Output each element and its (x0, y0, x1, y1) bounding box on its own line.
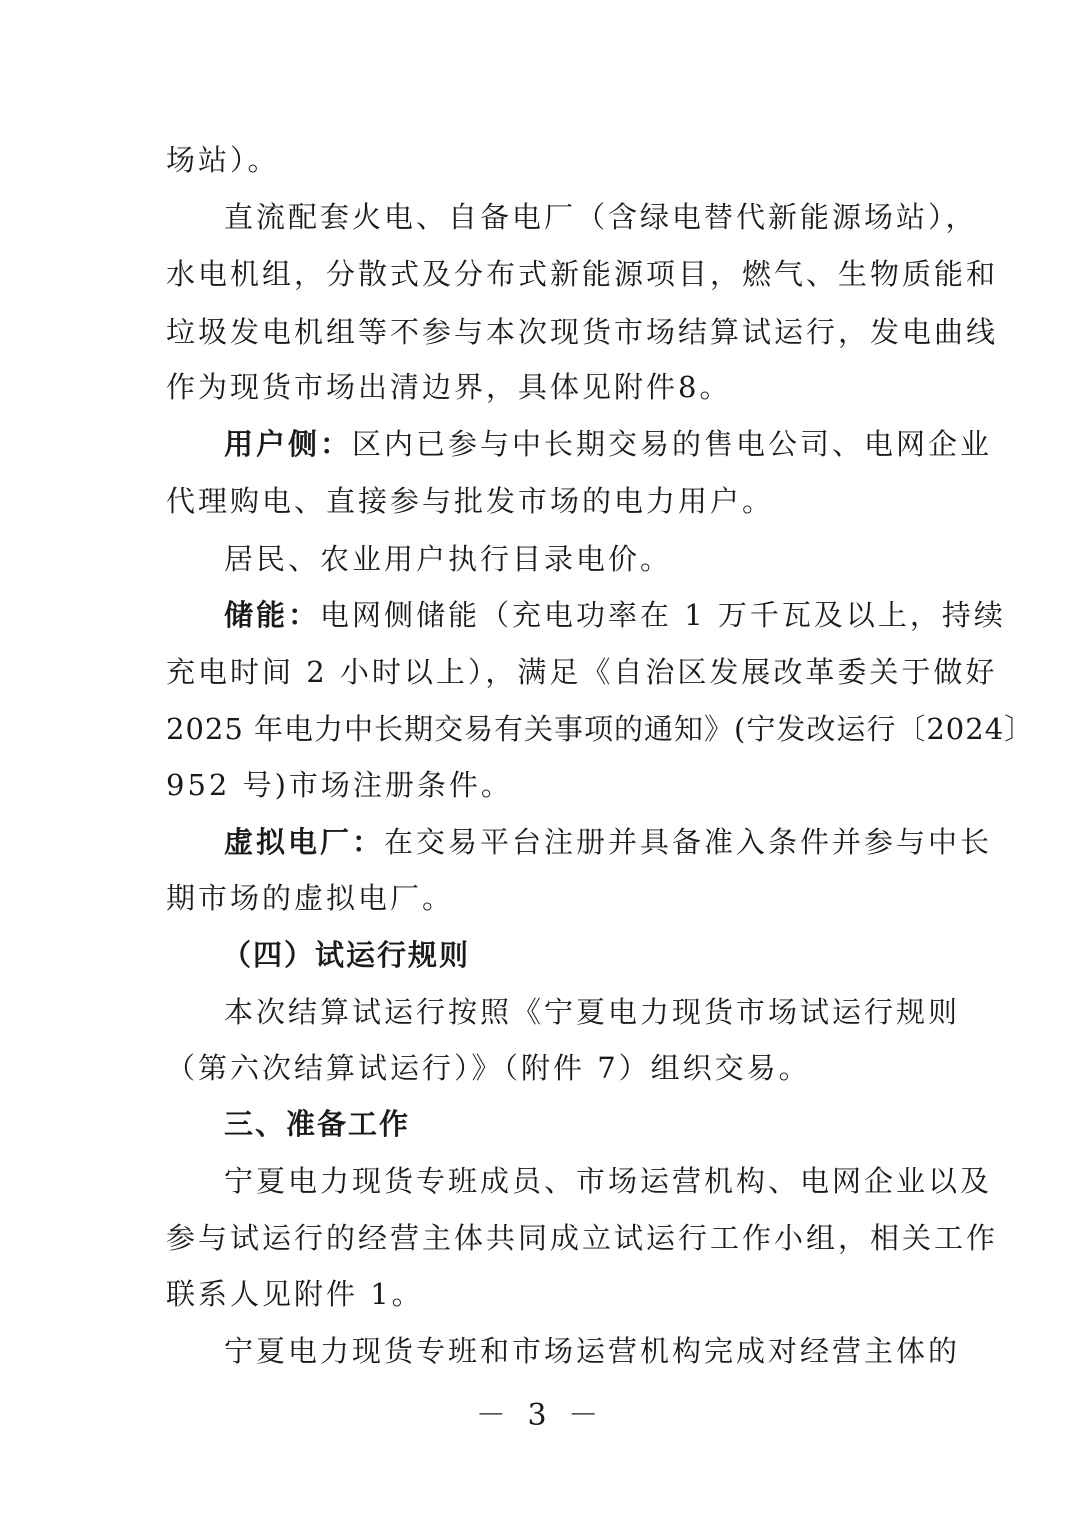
text-line: 952 号)市场注册条件。 (166, 768, 513, 802)
text-line: （第六次结算试运行）》（附件 7）组织交易。 (166, 1051, 811, 1085)
text-line: 场站）。 (166, 143, 280, 177)
paragraph-label: 用户侧： (224, 427, 353, 461)
text-line: 垃圾发电机组等不参与本次现货市场结算试运行，发电曲线 (166, 315, 999, 349)
text-line (224, 595, 1006, 635)
text-line: 充电时间 2 小时以上），满足《自治区发展改革委关于做好 (166, 655, 998, 689)
text-line: 宁夏电力现货专班成员、市场运营机构、电网企业以及 (224, 1164, 993, 1198)
text-line: 联系人见附件 1。 (166, 1277, 424, 1311)
paragraph-text: 区内已参与中长期交易的售电公司、电网企业 (352, 427, 993, 461)
text-line: 直流配套火电、自备电厂（含绿电替代新能源场站）， (224, 200, 978, 234)
paragraph-label: 储能： (224, 598, 321, 632)
text-line (224, 822, 993, 862)
paragraph-text: 电网侧储能（充电功率在 1 万千瓦及以上，持续 (320, 598, 1006, 632)
text-line: 水电机组，分散式及分布式新能源项目，燃气、生物质能和 (166, 257, 999, 291)
text-line: 代理购电、直接参与批发市场的电力用户。 (166, 484, 775, 518)
paragraph-text: 在交易平台注册并具备准入条件并参与中长 (384, 825, 993, 859)
section-heading: 三、准备工作 (224, 1107, 411, 1141)
text-line: 参与试运行的经营主体共同成立试运行工作小组，相关工作 (166, 1221, 999, 1255)
text-line: 居民、农业用户执行目录电价。 (224, 542, 673, 576)
text-line: 作为现货市场出清边界，具体见附件8。 (166, 370, 732, 404)
text-line: 2025 年电力中长期交易有关事项的通知》(宁发改运行〔2024〕 (166, 712, 1035, 746)
paragraph-label: 虚拟电厂： (224, 825, 385, 859)
section-heading: （四）试运行规则 (222, 938, 471, 972)
page-number: － 3 － (475, 1398, 605, 1433)
text-line (224, 424, 993, 464)
text-line: 本次结算试运行按照《宁夏电力现货市场试运行规则 (224, 995, 961, 1029)
text-line: 宁夏电力现货专班和市场运营机构完成对经营主体的 (224, 1334, 961, 1368)
text-line: 期市场的虚拟电厂。 (166, 881, 455, 915)
